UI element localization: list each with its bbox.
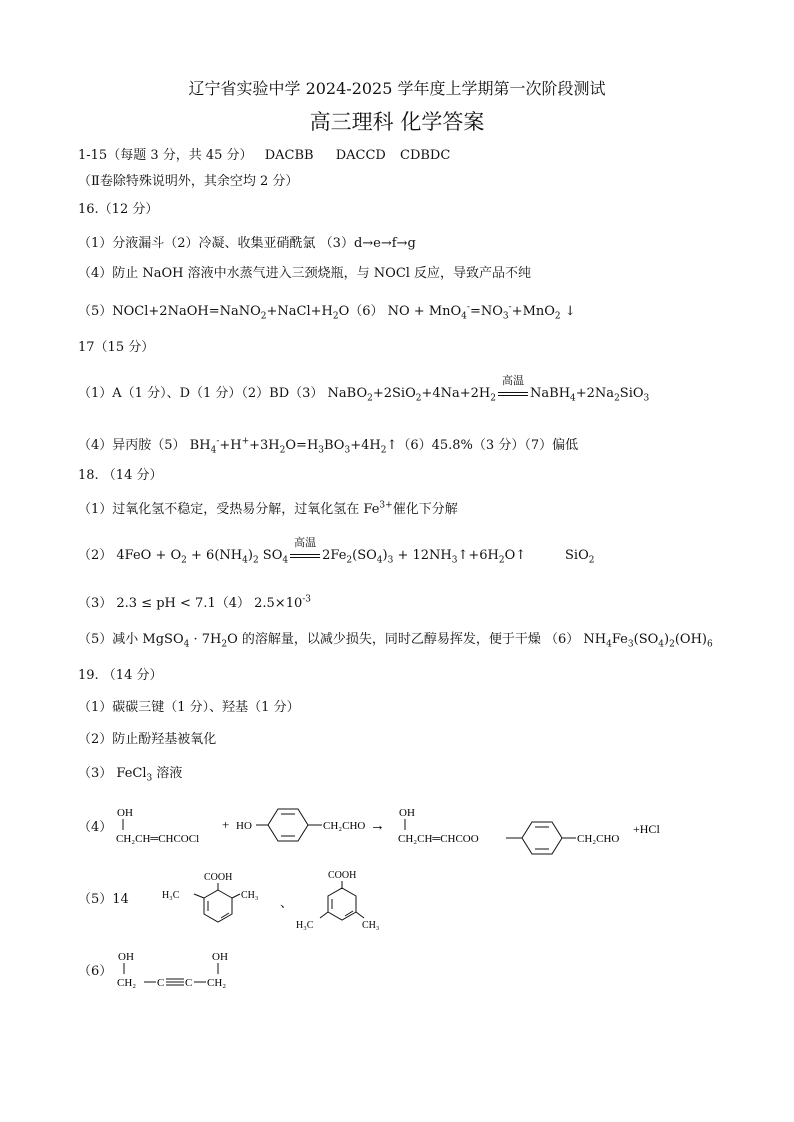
q18-sio2: SiO$_2$ [565, 548, 595, 566]
ch2cho-2: CH₂CHO [577, 833, 620, 845]
cooh-label-1: COOH [204, 872, 233, 883]
q16-line-1: （1）分液漏斗（2）冷凝、收集亚硝酰氯 （3）d→e→f→g [78, 236, 416, 251]
ch3-label-1: CH₃ [241, 890, 259, 901]
cooh-label-2: COOH [328, 870, 357, 881]
mc-note: （Ⅱ卷除特殊说明外，其余空均 2 分） [78, 174, 299, 189]
oh-label-2: OH [399, 807, 415, 819]
q17-heading: 17（15 分） [78, 340, 155, 355]
ch2-right: CH₂ [207, 977, 227, 989]
q19-line-3: （3） FeCl$_3$ 溶液 [78, 766, 183, 784]
q19-6-structure [114, 946, 254, 992]
mc-range: 1-15（每题 3 分，共 45 分） [78, 148, 253, 163]
answer-title: 高三理科 化学答案 [309, 110, 485, 134]
q19-5-label: （5）14 [78, 892, 129, 907]
c-left: C [157, 977, 165, 989]
ch2cho-1: CH₂CHO [323, 820, 366, 832]
q19-4-reaction [110, 796, 710, 856]
q19-5-isomers [158, 864, 398, 936]
mc-group-3: CDBDC [400, 148, 451, 163]
mc-group-2: DACCD [335, 148, 386, 163]
product-chain: CH₂CH═CHCOO [398, 833, 479, 845]
reaction-condition: 高温 [496, 386, 530, 402]
h3c-label-2: H₃C [296, 920, 314, 931]
q18-heading: 18. （14 分） [78, 468, 163, 483]
mc-group-1: DACBB [264, 148, 314, 163]
ch3-label-2: CH₃ [362, 920, 380, 931]
q19-line-2: （2）防止酚羟基被氧化 [78, 732, 217, 747]
mc-answers [78, 148, 450, 164]
q16-line-3: $(5)NOCl+2NaOH=NaNO_2+NaCl+H_2O(6)$ NO + $MnO_4^-=NO_3^-+MnO_2$ ↓ [78, 302, 576, 322]
q19-heading: 19. （14 分） [78, 668, 163, 683]
q19-line-1: （1）碳碳三键（1 分）、羟基（1 分） [78, 700, 300, 715]
c-right: C [185, 977, 193, 989]
q18-line-1: （1）过氧化氢不稳定，受热易分解，过氧化氢在 $Fe^{3+}$催化下分解 [78, 500, 458, 517]
oh-label: OH [117, 807, 133, 819]
oh-left: OH [118, 951, 134, 963]
q18-line-3: （3） 2.3 ≤ pH < 7.1（4） $2.5\times 10^{-3}$ [78, 594, 312, 611]
r1-chain: CH₂CH═CHCOCl [116, 833, 200, 845]
q17-line-2: （4）异丙胺（5） $BH_4^-+H^++3H_2O=H_3BO_3+4H_2↑(6)45.8\%(3$ 分）（7）偏低 [78, 436, 579, 456]
ch2-left: CH₂ [117, 977, 137, 989]
reaction-arrow: → [370, 818, 385, 834]
q16-heading: 16.（12 分） [78, 202, 159, 217]
q17-line-1: （1）A（1 分）、D（1 分）（2）BD（3） $NaBO_2+2SiO_2+4Na+2H_2$ 高温 $NaBH_4+2Na_2SiO_3$ [78, 374, 650, 404]
q19-4-label: （4） [78, 820, 113, 835]
plus-sign: + [222, 817, 230, 832]
h3c-label-1: H₃C [162, 890, 180, 901]
reaction-condition-2: 高温 [288, 548, 322, 564]
isomer-separator: 、 [280, 896, 294, 911]
q18-line-4: （5）减小 MgSO$_4$ · $7H_2O$ 的溶解量，以减少损失，同时乙醇易挥发，便于干燥 （6） $NH_4Fe_3(SO_4)_2(OH)_6$ [78, 632, 713, 650]
ho-label: HO [236, 820, 252, 832]
hcl-label: +HCl [633, 822, 660, 836]
q18-line-2: （2） $4FeO + O_2 + 6(NH_4)_2$ $SO_4$ 高温 $2Fe_2(SO_4)_3$ + $12NH_3↑+6H_2O↑$ [78, 536, 527, 566]
exam-title: 辽宁省实验中学 2024-2025 学年度上学期第一次阶段测试 [188, 79, 606, 98]
q16-line-2: （4）防止 NaOH 溶液中水蒸气进入三颈烧瓶，与 NOCl 反应，导致产品不纯 [78, 266, 532, 281]
q19-6-label: （6） [78, 964, 113, 979]
oh-right: OH [212, 951, 228, 963]
